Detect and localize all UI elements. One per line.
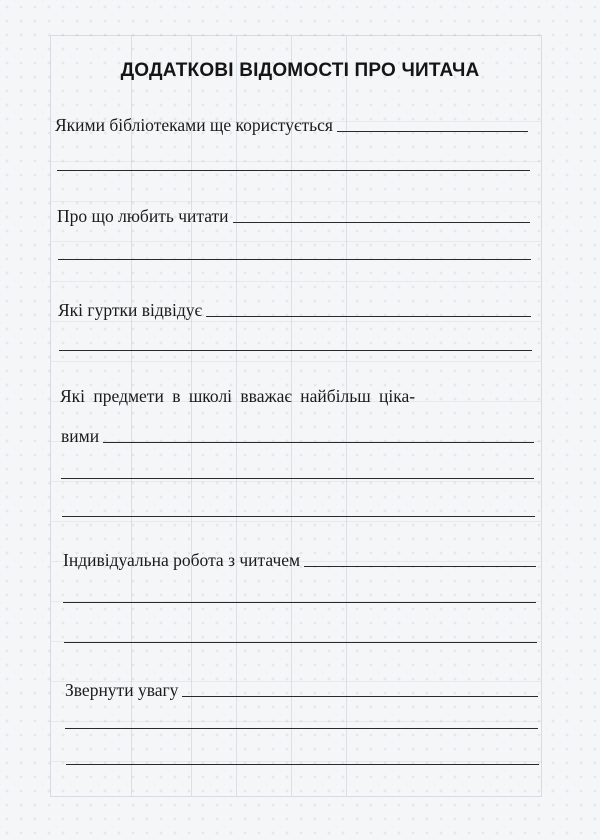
attention-answer-line[interactable] (182, 696, 538, 697)
libraries-label: Якими бібліотеками ще користується (55, 115, 333, 135)
attention-label: Звернути увагу (65, 680, 179, 700)
reading-answer-line-2[interactable] (58, 259, 531, 260)
libraries-answer-line[interactable] (337, 131, 528, 132)
ghost-row-line (51, 161, 541, 162)
reading-answer-line[interactable] (233, 222, 530, 223)
attention-field[interactable] (65, 680, 538, 700)
attention-answer-line-3[interactable] (66, 764, 539, 765)
attention-answer-line-2[interactable] (65, 728, 538, 729)
subjects-label-line-2: вими (61, 426, 100, 446)
ghost-row-line (51, 281, 541, 282)
individual-work-answer-line-2[interactable] (63, 602, 536, 603)
clubs-answer-line[interactable] (206, 316, 531, 317)
page-title: ДОДАТКОВІ ВІДОМОСТІ ПРО ЧИТАЧА (120, 60, 480, 81)
clubs-answer-line-2[interactable] (59, 350, 532, 351)
individual-work-field[interactable] (63, 550, 536, 570)
ghost-row-line (51, 321, 541, 322)
ghost-row-line (51, 201, 541, 202)
libraries-answer-line-2[interactable] (57, 170, 530, 171)
ghost-row-line (51, 521, 541, 522)
subjects-label-line-1: Які предмети в школі вважає найбільш ціка- (60, 386, 416, 406)
subjects-answer-line-3[interactable] (62, 516, 535, 517)
clubs-field[interactable] (58, 300, 531, 320)
clubs-label: Які гуртки відвідує (58, 300, 203, 320)
reading-label: Про що любить читати (57, 206, 229, 226)
reading-field[interactable] (57, 206, 530, 226)
subjects-field[interactable] (61, 426, 534, 446)
ghost-row-line (51, 241, 541, 242)
ghost-row-line (51, 361, 541, 362)
ghost-row-line (51, 761, 541, 762)
ghost-row-line (51, 721, 541, 722)
libraries-field[interactable] (55, 115, 528, 135)
subjects-answer-line-2[interactable] (61, 478, 534, 479)
individual-work-answer-line-3[interactable] (64, 642, 537, 643)
individual-work-answer-line[interactable] (304, 566, 536, 567)
ghost-row-line (51, 481, 541, 482)
subjects-answer-line[interactable] (103, 442, 534, 443)
individual-work-label: Індивідуальна робота з читачем (63, 550, 301, 570)
